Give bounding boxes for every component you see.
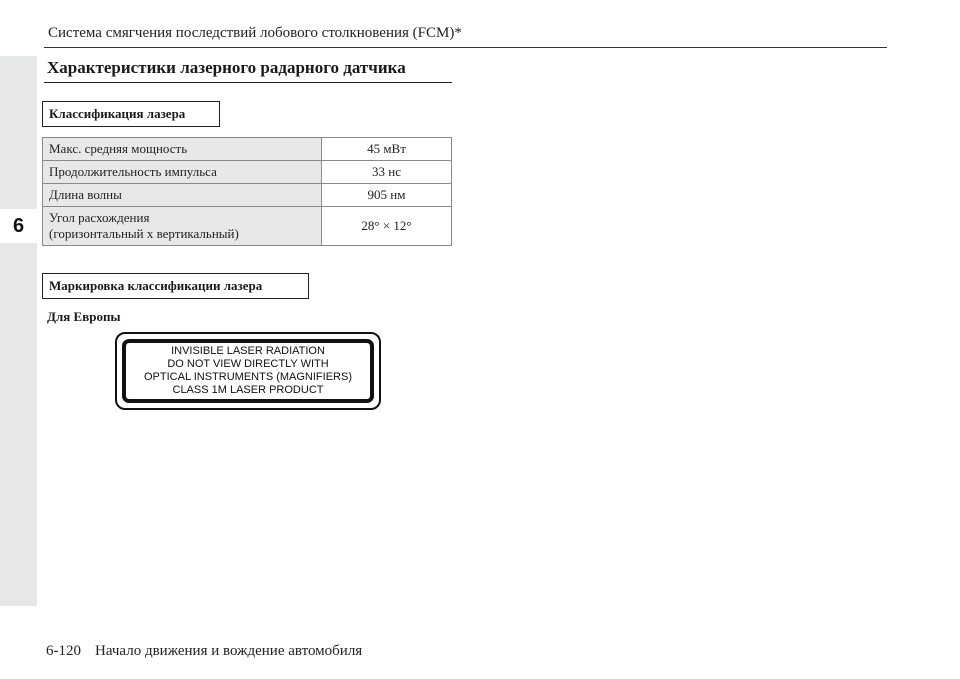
laser-warning-label-inner xyxy=(122,339,374,403)
chapter-tab: 6 xyxy=(0,209,37,243)
table-row xyxy=(43,138,452,161)
table-row xyxy=(43,161,452,184)
spec-value: 905 нм xyxy=(322,184,452,207)
spec-value: 33 нс xyxy=(322,161,452,184)
spec-label-line1: Угол расхождения xyxy=(49,210,150,225)
page-number: 6-120 xyxy=(46,643,81,659)
laser-spec-table xyxy=(42,137,452,246)
warning-line-4: CLASS 1M LASER PRODUCT xyxy=(172,384,324,396)
spec-value: 45 мВт xyxy=(322,138,452,161)
header-rule xyxy=(44,47,887,48)
warning-line-3: OPTICAL INSTRUMENTS (MAGNIFIERS) xyxy=(144,371,352,383)
spec-label xyxy=(43,207,322,246)
spec-label: Макс. средняя мощность xyxy=(43,138,322,161)
laser-warning-label xyxy=(115,332,381,410)
section-title: Характеристики лазерного радарного датчика xyxy=(47,58,406,77)
section-title-rule xyxy=(44,82,452,83)
chapter-side-strip xyxy=(0,56,37,606)
warning-line-1: INVISIBLE LASER RADIATION xyxy=(171,345,325,357)
table-row xyxy=(43,184,452,207)
footer-chapter-title: Начало движения и вождение автомобиля xyxy=(95,643,363,659)
running-header: Система смягчения последствий лобового столкновения (FCM)* xyxy=(48,25,462,41)
spec-value: 28° × 12° xyxy=(322,207,452,246)
spec-label-line2: (горизонтальный x вертикальный) xyxy=(49,226,239,241)
warning-line-2: DO NOT VIEW DIRECTLY WITH xyxy=(167,358,329,370)
page-footer xyxy=(46,643,362,660)
region-subhead: Для Европы xyxy=(47,309,121,324)
marking-heading: Маркировка классификации лазера xyxy=(42,273,309,299)
laser-class-heading: Классификация лазера xyxy=(42,101,220,127)
spec-label: Длина волны xyxy=(43,184,322,207)
spec-label: Продолжительность импульса xyxy=(43,161,322,184)
table-row xyxy=(43,207,452,246)
